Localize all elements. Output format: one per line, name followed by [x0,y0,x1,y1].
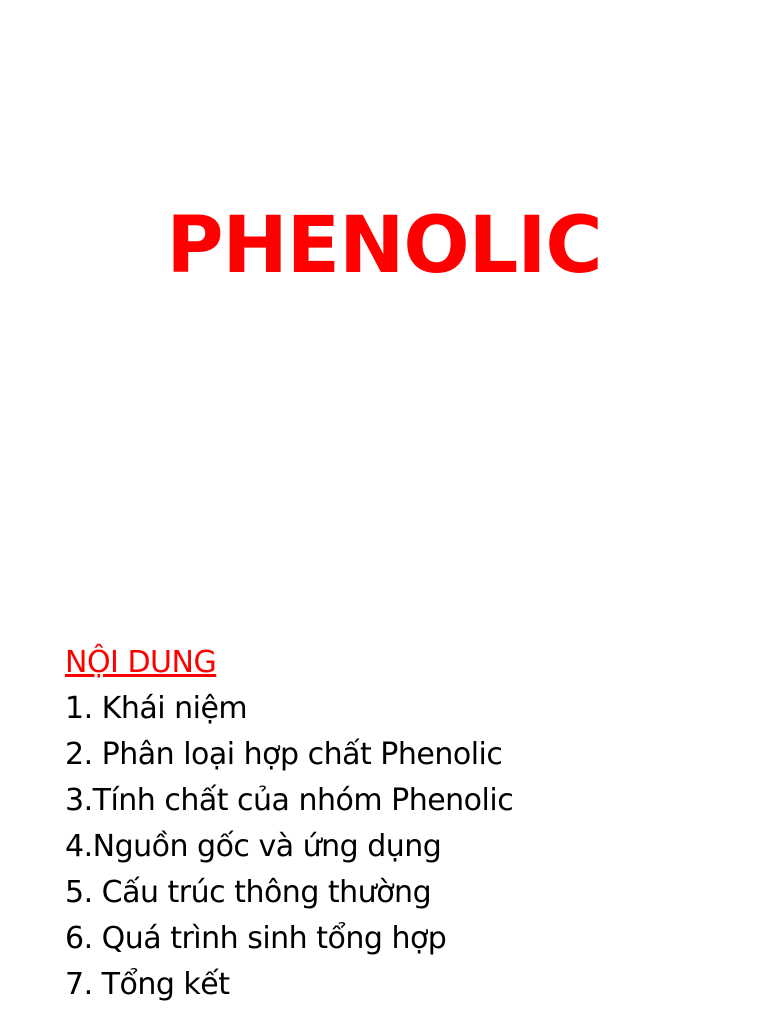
contents-item-2: 2. Phân loại hợp chất Phenolic [65,737,503,772]
contents-item-5: 5. Cấu trúc thông thường [65,875,432,910]
contents-item-7: 7. Tổng kết [65,967,230,1002]
contents-item-4: 4.Nguồn gốc và ứng dụng [65,829,442,864]
contents-item-3: 3.Tính chất của nhóm Phenolic [65,783,514,818]
table-of-contents [65,640,745,1008]
contents-item-6: 6. Quá trình sinh tổng hợp [65,921,447,956]
slide-title: PHENOLIC [166,201,602,291]
contents-item-1: 1. Khái niệm [65,691,248,726]
contents-list [65,686,745,1008]
contents-heading: NỘI DUNG [65,645,217,680]
